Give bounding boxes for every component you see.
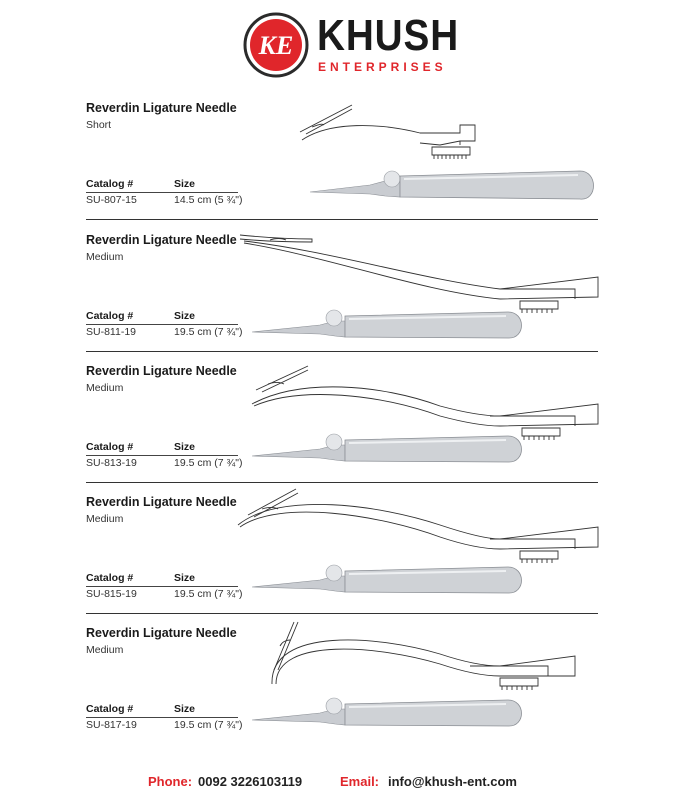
product-title: Reverdin Ligature Needle [86,364,237,378]
needle-illustration [0,626,689,757]
product-section [0,364,689,495]
needle-handle-photo [310,171,594,199]
needle-handle-photo [252,310,522,338]
product-section [0,233,689,364]
product-variant: Medium [86,382,124,394]
needle-illustration [0,495,689,626]
brand-name: KHUSH [317,11,460,60]
product-section [0,101,689,232]
size-value: 19.5 cm (7 ¾") [174,457,243,469]
email-label: Email: [340,774,380,789]
needle-illustration [0,101,689,232]
size-label: Size [174,441,196,453]
section-divider [86,351,598,352]
size-label: Size [174,310,196,322]
logo-badge-text: KE [258,31,294,60]
catalog-number: SU-815-19 [86,588,137,600]
brand-subtitle: ENTERPRISES [318,60,447,74]
catalog-number: SU-811-19 [86,326,136,338]
size-label: Size [174,178,196,190]
catalog-number: SU-817-19 [86,719,137,731]
catalog-label: Catalog # [86,703,134,715]
product-section [0,626,689,757]
product-title: Reverdin Ligature Needle [86,626,237,640]
needle-illustration [0,364,689,495]
product-title: Reverdin Ligature Needle [86,101,237,115]
product-title: Reverdin Ligature Needle [86,233,237,247]
catalog-number: SU-807-15 [86,194,137,206]
brand-logo-icon [243,12,309,78]
catalog-label: Catalog # [86,572,134,584]
catalog-label: Catalog # [86,441,134,453]
section-divider [86,613,598,614]
catalog-number: SU-813-19 [86,457,137,469]
phone-label: Phone: [148,774,193,789]
needle-illustration [0,233,689,364]
product-title: Reverdin Ligature Needle [86,495,237,509]
section-divider [86,482,598,483]
size-value: 19.5 cm (7 ¾") [174,719,243,731]
needle-handle-photo [252,698,522,726]
size-value: 19.5 cm (7 ¾") [174,588,243,600]
size-label: Size [174,572,196,584]
footer [0,772,689,792]
size-label: Size [174,703,196,715]
product-variant: Medium [86,251,124,263]
product-variant: Short [86,119,112,131]
phone-number: 0092 3226103119 [198,774,303,789]
catalog-label: Catalog # [86,178,134,190]
header [0,0,689,95]
size-value: 14.5 cm (5 ¾") [174,194,243,206]
product-variant: Medium [86,644,124,656]
product-section [0,495,689,626]
email-address[interactable]: info@khush-ent.com [388,774,517,789]
needle-handle-photo [252,434,522,462]
size-value: 19.5 cm (7 ¾") [174,326,243,338]
catalog-label: Catalog # [86,310,134,322]
needle-handle-photo [252,565,522,593]
product-variant: Medium [86,513,124,525]
section-divider [86,219,598,220]
